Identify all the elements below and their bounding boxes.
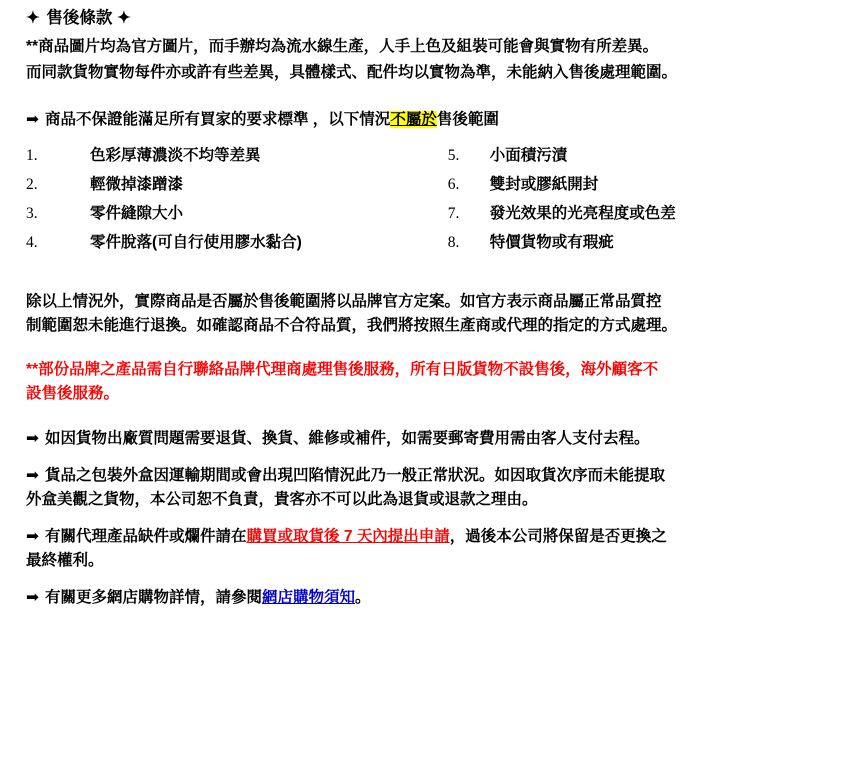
list-item-number: 3. [26, 204, 38, 222]
intro-line-2: 而同款貨物實物每件亦或許有些差異，具體樣式、配件均以實物為準，未能納入售後處理範圍。 [26, 63, 678, 81]
exclusions-right-column [448, 146, 840, 263]
page-title [26, 6, 840, 32]
note-return-shipping [26, 426, 840, 451]
spacer [26, 451, 840, 463]
list-item-number: 1. [26, 146, 38, 164]
list-item-label: 零件縫隙大小 [90, 204, 184, 222]
spacer [26, 262, 840, 290]
agent-note-emphasis: 購買或取貨後 7 天內提出申請 [246, 528, 450, 546]
list-item-number: 6. [447, 175, 460, 193]
list-item [26, 233, 448, 253]
intro-line-1: **商品圖片均為官方圖片，而手辦均為流水線生產，人手上色及組裝可能會與實物有所差異。 [26, 37, 659, 55]
list-item-number: 5. [447, 146, 460, 164]
list-item-label: 特價貨物或有瑕疵 [489, 234, 614, 252]
note-packaging-line-2: 外盒美觀之貨物，本公司恕不負責，貴客亦不可以此為退貨或退款之理由。 [26, 491, 538, 509]
list-item-label: 小面積污漬 [489, 146, 568, 164]
list-item-label: 色彩厚薄濃淡不均等差異 [90, 146, 261, 164]
arrow-right-icon: ➡ [26, 527, 39, 546]
spacer [26, 87, 840, 107]
spacer [26, 512, 840, 524]
shop-guide-link[interactable]: 網店購物須知 [262, 589, 356, 607]
list-item-label: 零件脫落(可自行使用膠水黏合) [90, 234, 302, 252]
not-covered-before: 商品不保證能滿足所有買家的要求標準 ，以下情況 [45, 110, 391, 128]
note-return-shipping-text: 如因貨物出廠質問題需要退貨、換貨、維修或補件，如需要郵寄費用需由客人支付去程。 [45, 430, 650, 448]
red-warning-line-1: **部份品牌之產品需自行聯絡品牌代理商處理售後服務，所有日版貨物不設售後，海外顧客不 [26, 361, 659, 379]
exclusions-list [26, 146, 840, 263]
more-info-after: 。 [355, 589, 371, 607]
note-agent-claim [26, 524, 840, 549]
agent-note-before: 有關代理產品缺件或爛件請在 [45, 528, 247, 546]
list-item [448, 233, 840, 253]
list-item-number: 7. [447, 204, 460, 222]
note-packaging-line-1: 貨品之包裝外盒因運輸期間或會出現凹陷情況此乃一般正常狀況。如因取貨次序而未能提取 [45, 467, 666, 485]
exclusions-left-column [26, 146, 448, 263]
spacer [26, 406, 840, 426]
list-item-number: 8. [447, 234, 460, 252]
list-item [26, 146, 448, 166]
list-item-number: 2. [26, 175, 38, 193]
note-more-info [26, 585, 840, 610]
list-item-label: 輕微掉漆蹭漆 [90, 175, 184, 193]
agent-note-line-2: 最終權利。 [26, 552, 104, 570]
list-item [448, 204, 840, 224]
not-covered-highlight: 不屬於 [390, 110, 437, 128]
spacer [26, 338, 840, 358]
list-item [26, 204, 448, 224]
not-covered-after: 售後範圍 [436, 110, 499, 128]
arrow-right-icon: ➡ [26, 466, 39, 485]
list-item-label: 發光效果的光亮程度或色差 [489, 204, 676, 222]
note-packaging [26, 463, 840, 488]
diamond-right-icon: ✦ [117, 9, 133, 27]
arrow-right-icon: ➡ [26, 109, 39, 128]
spacer [26, 573, 840, 585]
arrow-right-icon: ➡ [26, 588, 39, 607]
policy-line-2: 制範圍恕未能進行退換。如確認商品不合符品質，我們將按照生產商或代理的指定的方式處理。 [26, 317, 678, 335]
list-item [448, 175, 840, 195]
not-covered-notice [26, 107, 840, 132]
page-title-text: 售後條款 [46, 9, 113, 27]
red-warning-line-2: 設售後服務。 [26, 385, 120, 403]
diamond-left-icon: ✦ [26, 9, 42, 27]
arrow-right-icon: ➡ [26, 429, 39, 448]
list-item [26, 175, 448, 195]
list-item-number: 4. [26, 234, 38, 252]
policy-line-1: 除以上情況外，實際商品是否屬於售後範圍將以品牌官方定案。如官方表示商品屬正常品質控 [26, 293, 662, 311]
agent-note-after: ，過後本公司將保留是否更換之 [449, 528, 667, 546]
more-info-before: 有關更多網店購物詳情，請參閱 [45, 589, 263, 607]
list-item-label: 雙封或膠紙開封 [489, 175, 599, 193]
list-item [448, 146, 840, 166]
